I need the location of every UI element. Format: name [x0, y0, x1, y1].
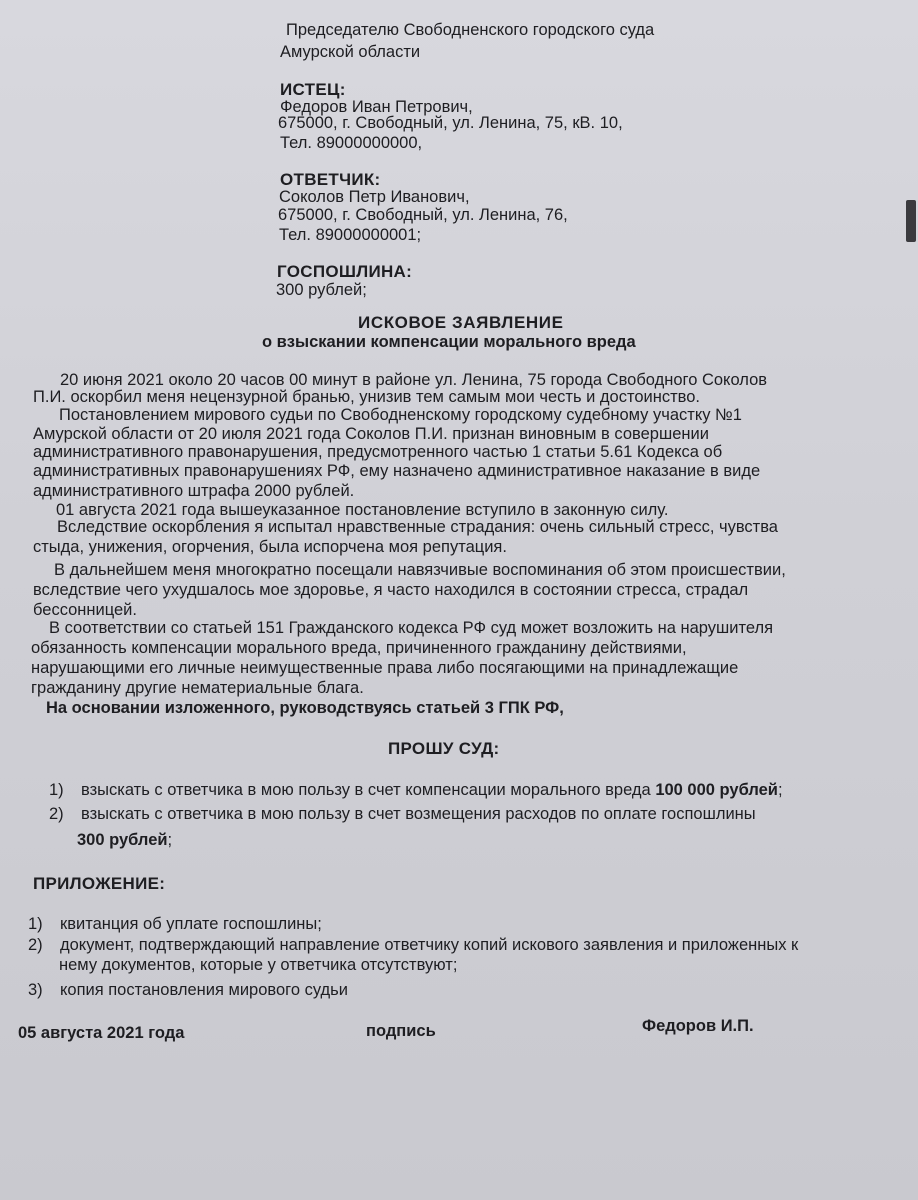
attachment-item-text: документ, подтверждающий направление ответчику копий искового заявления и приложенных к [60, 936, 799, 954]
attachment-item-number: 1) [28, 915, 43, 933]
addressee-line-1: Председателю Свободненского городского суда [286, 21, 655, 39]
body-line: административного штрафа 2000 рублей. [33, 482, 355, 500]
request-item-2 [49, 804, 756, 825]
body-line: обязанность компенсации морального вреда, причиненного гражданину действиями, [31, 639, 687, 657]
plaintiff-heading: ИСТЕЦ: [280, 80, 346, 99]
request-item-tail: ; [167, 831, 173, 849]
defendant-address: 675000, г. Свободный, ул. Ленина, 76, [278, 206, 568, 224]
attachment-item-2 [28, 935, 798, 956]
addressee-line-2: Амурской области [280, 43, 421, 61]
request-item-text: взыскать с ответчика в мою пользу в счет компенсации морального вреда [81, 781, 656, 799]
body-line: В дальнейшем меня многократно посещали навязчивые воспоминания об этом происшествии, [54, 561, 786, 579]
attachment-item-2-continued: нему документов, которые у ответчика отсутствуют; [59, 956, 458, 974]
fee-heading: ГОСПОШЛИНА: [277, 262, 413, 281]
request-heading: ПРОШУ СУД: [388, 739, 500, 758]
body-line: административных правонарушениях РФ, ему назначено административное наказание в виде [33, 462, 761, 480]
plaintiff-address: 675000, г. Свободный, ул. Ленина, 75, кВ. 10, [278, 114, 623, 132]
defendant-heading: ОТВЕТЧИК: [280, 170, 381, 189]
body-line: 01 августа 2021 года вышеуказанное постановление вступило в законную силу. [56, 501, 669, 519]
body-line: бессонницей. [33, 601, 137, 619]
body-line: Постановлением мирового судьи по Свободненскому городскому судебному участку №1 [59, 406, 742, 424]
attachment-item-1 [28, 914, 322, 935]
attachment-item-text: копия постановления мирового судьи [60, 981, 348, 999]
body-line: вследствие чего ухудшалось мое здоровье, я часто находился в состоянии стресса, страдал [33, 581, 749, 599]
request-item-1 [49, 780, 783, 801]
body-line: административного правонарушения, предусмотренного частью 1 статьи 5.61 Кодекса об [33, 443, 723, 461]
attachment-item-number: 3) [28, 981, 43, 999]
body-line: нарушающими его личные неимущественные права либо посягающими на принадлежащие [31, 659, 739, 677]
document-title: ИСКОВОЕ ЗАЯВЛЕНИЕ [358, 313, 564, 332]
request-item-number: 2) [49, 805, 64, 823]
defendant-name: Соколов Петр Иванович, [279, 188, 470, 206]
request-item-2-amount-line [77, 830, 172, 851]
binder-clip-mark [906, 200, 916, 242]
body-line: В соответствии со статьей 151 Гражданского кодекса РФ суд может возложить на нарушителя [49, 619, 774, 637]
body-line: Амурской области от 20 июля 2021 года Соколов П.И. признан виновным в совершении [33, 425, 709, 443]
attachments-heading: ПРИЛОЖЕНИЕ: [33, 874, 166, 893]
body-line: 20 июня 2021 около 20 часов 00 минут в районе ул. Ленина, 75 города Свободного Соколов [60, 371, 768, 389]
attachment-item-3 [28, 980, 348, 1001]
body-line: гражданину другие нематериальные блага. [31, 679, 364, 697]
request-item-tail: ; [777, 781, 783, 799]
body-line: стыда, унижения, огорчения, была испорчена моя репутация. [33, 538, 507, 556]
signature-label: подпись [366, 1022, 436, 1040]
plaintiff-phone: Тел. 89000000000, [280, 134, 423, 152]
request-item-amount: 300 рублей [77, 831, 168, 849]
request-item-number: 1) [49, 781, 64, 799]
signatory-name: Федоров И.П. [642, 1017, 754, 1035]
body-line: П.И. оскорбил меня нецензурной бранью, унизив тем самым мои честь и достоинство. [33, 388, 701, 406]
fee-amount: 300 рублей; [276, 281, 367, 299]
document-subtitle: о взыскании компенсации морального вреда [262, 333, 636, 351]
attachment-item-number: 2) [28, 936, 43, 954]
body-line: Вследствие оскорбления я испытал нравственные страдания: очень сильный стресс, чувства [57, 518, 778, 536]
request-item-amount: 100 000 рублей [655, 781, 778, 799]
filing-date: 05 августа 2021 года [18, 1024, 185, 1042]
request-item-text: взыскать с ответчика в мою пользу в счет возмещения расходов по оплате госпошлины [81, 805, 756, 823]
attachment-item-text: квитанция об уплате госпошлины; [60, 915, 322, 933]
defendant-phone: Тел. 89000000001; [279, 226, 422, 244]
basis-statement: На основании изложенного, руководствуясь статьей 3 ГПК РФ, [46, 699, 564, 717]
plaintiff-name: Федоров Иван Петрович, [280, 98, 473, 116]
